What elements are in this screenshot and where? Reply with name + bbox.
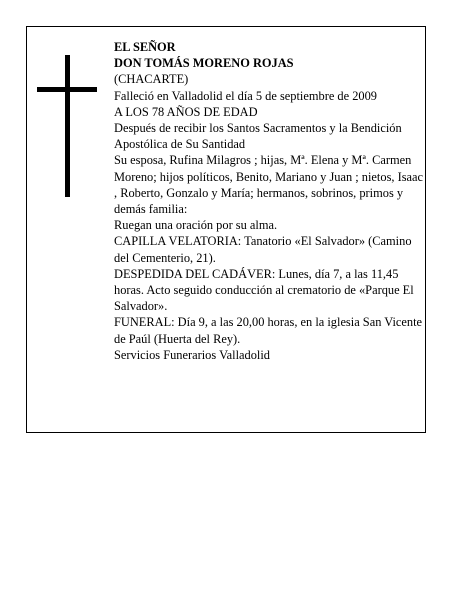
- deceased-name: DON TOMÁS MORENO ROJAS: [114, 56, 294, 71]
- family-paragraph: Su esposa, Rufina Milagros ; hijas, Mª. Elena y Mª. Carmen Moreno; hijos políticos, Benito, Mariano y Juan ; nietos, Isaac , Roberto, Gonzalo y María; hermanos, sobrinos, primos y demás familia:: [114, 153, 424, 217]
- cross-horizontal-bar: [37, 87, 97, 92]
- age-line: A LOS 78 AÑOS DE EDAD: [114, 104, 258, 119]
- obituary-text: [114, 39, 424, 363]
- chapel-paragraph: CAPILLA VELATORIA: Tanatorio «El Salvador» (Camino del Cementerio, 21).: [114, 234, 412, 265]
- funeral-paragraph: FUNERAL: Día 9, a las 20,00 horas, en la iglesia San Vicente de Paúl (Huerta del Rey).: [114, 315, 423, 346]
- title-line-1: EL SEÑOR: [114, 40, 176, 54]
- services-line: Servicios Funerarios Valladolid: [114, 347, 271, 362]
- cross-vertical-bar: [65, 55, 70, 197]
- latin-cross-icon: [37, 55, 97, 197]
- death-line: Falleció en Valladolid el día 5 de septiembre de 2009: [114, 88, 377, 103]
- nickname: (CHACARTE): [114, 72, 189, 87]
- prayer-line: Ruegan una oración por su alma.: [114, 218, 278, 233]
- sacraments-line: Después de recibir los Santos Sacramentos y la Bendición Apostólica de Su Santidad: [114, 121, 402, 152]
- farewell-paragraph: DESPEDIDA DEL CADÁVER: Lunes, día 7, a las 11,45 horas. Acto seguido conducción al crematorio de «Parque El Salvador».: [114, 266, 414, 314]
- obituary-notice: [26, 26, 426, 433]
